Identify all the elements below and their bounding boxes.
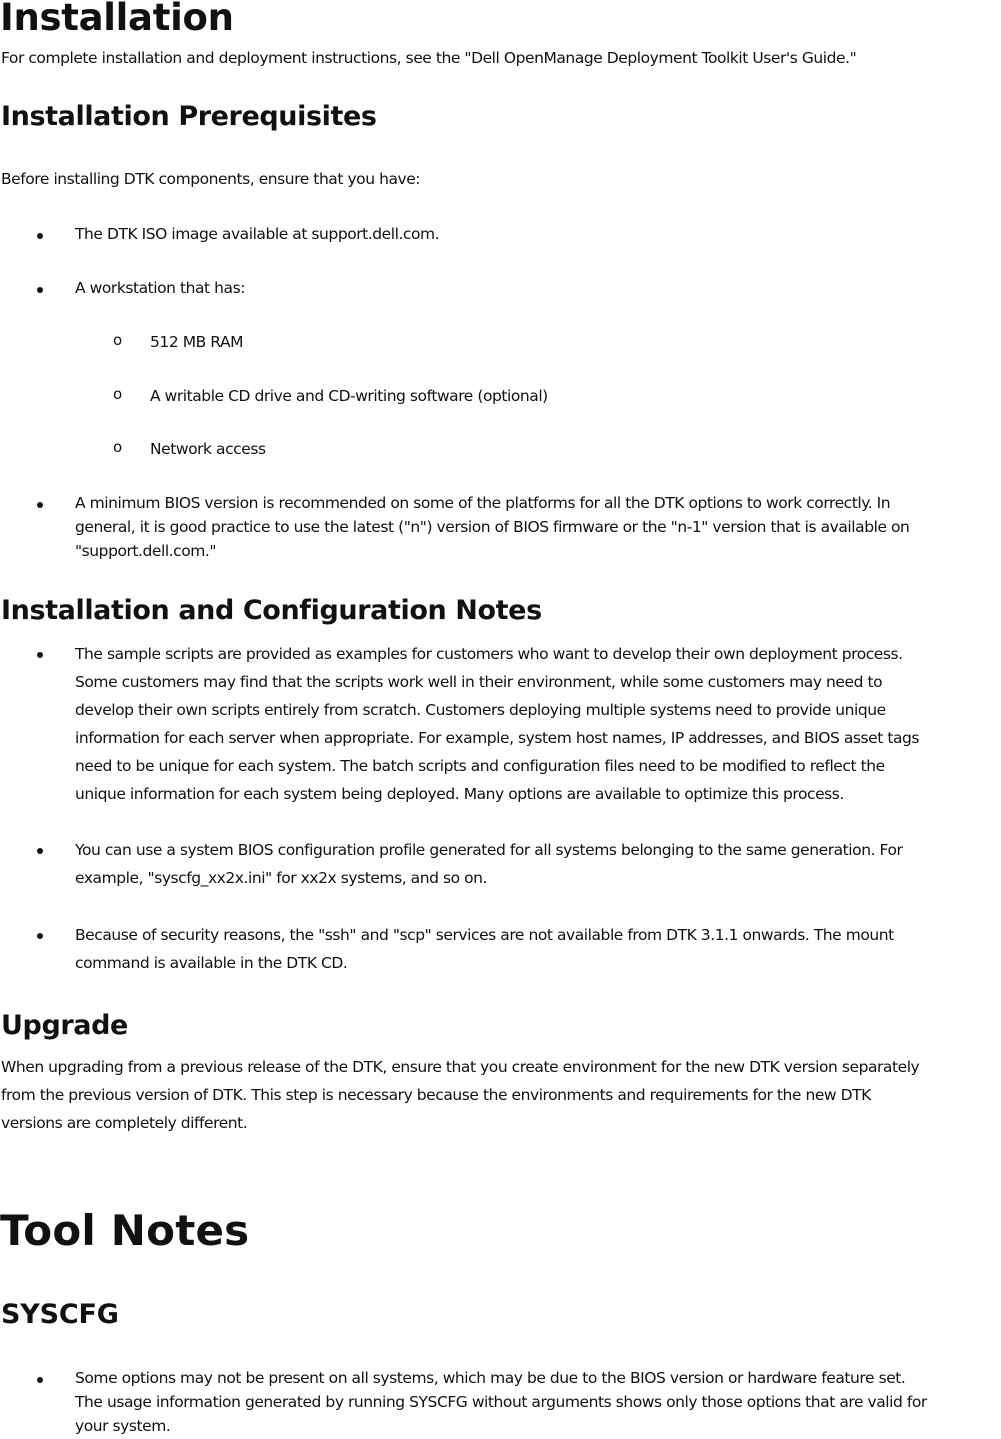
upgrade-line: versions are completely different. xyxy=(1,1114,248,1132)
syscfg-note-line: your system. xyxy=(75,1417,171,1435)
sub-bullet-icon: o xyxy=(113,331,123,349)
config-note-line: command is available in the DTK CD. xyxy=(75,954,348,972)
config-note-line: information for each server when appropriate. For example, system host names, IP addresses, and BIOS asset tags xyxy=(75,729,920,747)
prereq-sub-item-ram: 512 MB RAM xyxy=(150,333,244,351)
prerequisites-intro: Before installing DTK components, ensure that you have: xyxy=(1,170,421,188)
bullet-icon xyxy=(37,933,43,939)
syscfg-note-options xyxy=(75,1366,927,1438)
bullet-icon xyxy=(37,287,43,293)
bullet-icon xyxy=(37,1377,43,1383)
upgrade-heading: Upgrade xyxy=(1,1010,128,1041)
prereq-sub-item-network: Network access xyxy=(150,440,266,458)
upgrade-line: When upgrading from a previous release of the DTK, ensure that you create environment for the new DTK version separately xyxy=(1,1058,920,1076)
installation-intro: For complete installation and deployment instructions, see the "Dell OpenManage Deployment Toolkit User's Guide." xyxy=(1,49,857,67)
installation-heading: Installation xyxy=(0,0,234,39)
sub-bullet-icon: o xyxy=(113,385,123,403)
prereq-item-iso: The DTK ISO image available at support.dell.com. xyxy=(75,225,440,243)
syscfg-note-line: The usage information generated by running SYSCFG without arguments shows only those options that are valid for xyxy=(75,1393,927,1411)
config-notes-heading: Installation and Configuration Notes xyxy=(1,595,542,626)
bios-note-line: A minimum BIOS version is recommended on some of the platforms for all the DTK options to work correctly. In xyxy=(75,494,891,512)
bios-note-line: general, it is good practice to use the latest ("n") version of BIOS firmware or the "n-1" version that is available on xyxy=(75,518,910,536)
config-note-line: unique information for each system being deployed. Many options are available to optimize this process. xyxy=(75,785,844,803)
prereq-item-workstation: A workstation that has: xyxy=(75,279,245,297)
config-note-line: need to be unique for each system. The batch scripts and configuration files need to be modified to reflect the xyxy=(75,757,885,775)
bullet-icon xyxy=(37,652,43,658)
config-note-line: The sample scripts are provided as examples for customers who want to develop their own deployment process. xyxy=(75,645,903,663)
bios-note-line: "support.dell.com." xyxy=(75,542,217,560)
tool-notes-heading: Tool Notes xyxy=(0,1206,250,1255)
upgrade-text xyxy=(1,1053,919,1137)
bullet-icon xyxy=(37,233,43,239)
config-note-line: Some customers may find that the scripts work well in their environment, while some customers may need to xyxy=(75,673,883,691)
prereq-sub-item-cd-drive: A writable CD drive and CD-writing software (optional) xyxy=(150,387,548,405)
config-note-line: example, "syscfg_xx2x.ini" for xx2x systems, and so on. xyxy=(75,869,487,887)
config-note-bios-profile xyxy=(75,836,902,892)
bullet-icon xyxy=(37,848,43,854)
config-note-line: develop their own scripts entirely from scratch. Customers deploying multiple systems need to provide unique xyxy=(75,701,886,719)
sub-bullet-icon: o xyxy=(113,438,123,456)
syscfg-note-line: Some options may not be present on all systems, which may be due to the BIOS version or hardware feature set. xyxy=(75,1369,906,1387)
config-note-line: Because of security reasons, the "ssh" and "scp" services are not available from DTK 3.1.1 onwards. The mount xyxy=(75,926,894,944)
prereq-item-bios xyxy=(75,491,909,563)
config-note-line: You can use a system BIOS configuration profile generated for all systems belonging to the same generation. For xyxy=(75,841,903,859)
prerequisites-heading: Installation Prerequisites xyxy=(1,101,377,132)
upgrade-line: from the previous version of DTK. This step is necessary because the environments and requirements for the new DTK xyxy=(1,1086,871,1104)
syscfg-heading: SYSCFG xyxy=(1,1299,119,1330)
config-note-sample-scripts xyxy=(75,640,919,808)
config-note-security xyxy=(75,921,894,977)
bullet-icon xyxy=(37,502,43,508)
